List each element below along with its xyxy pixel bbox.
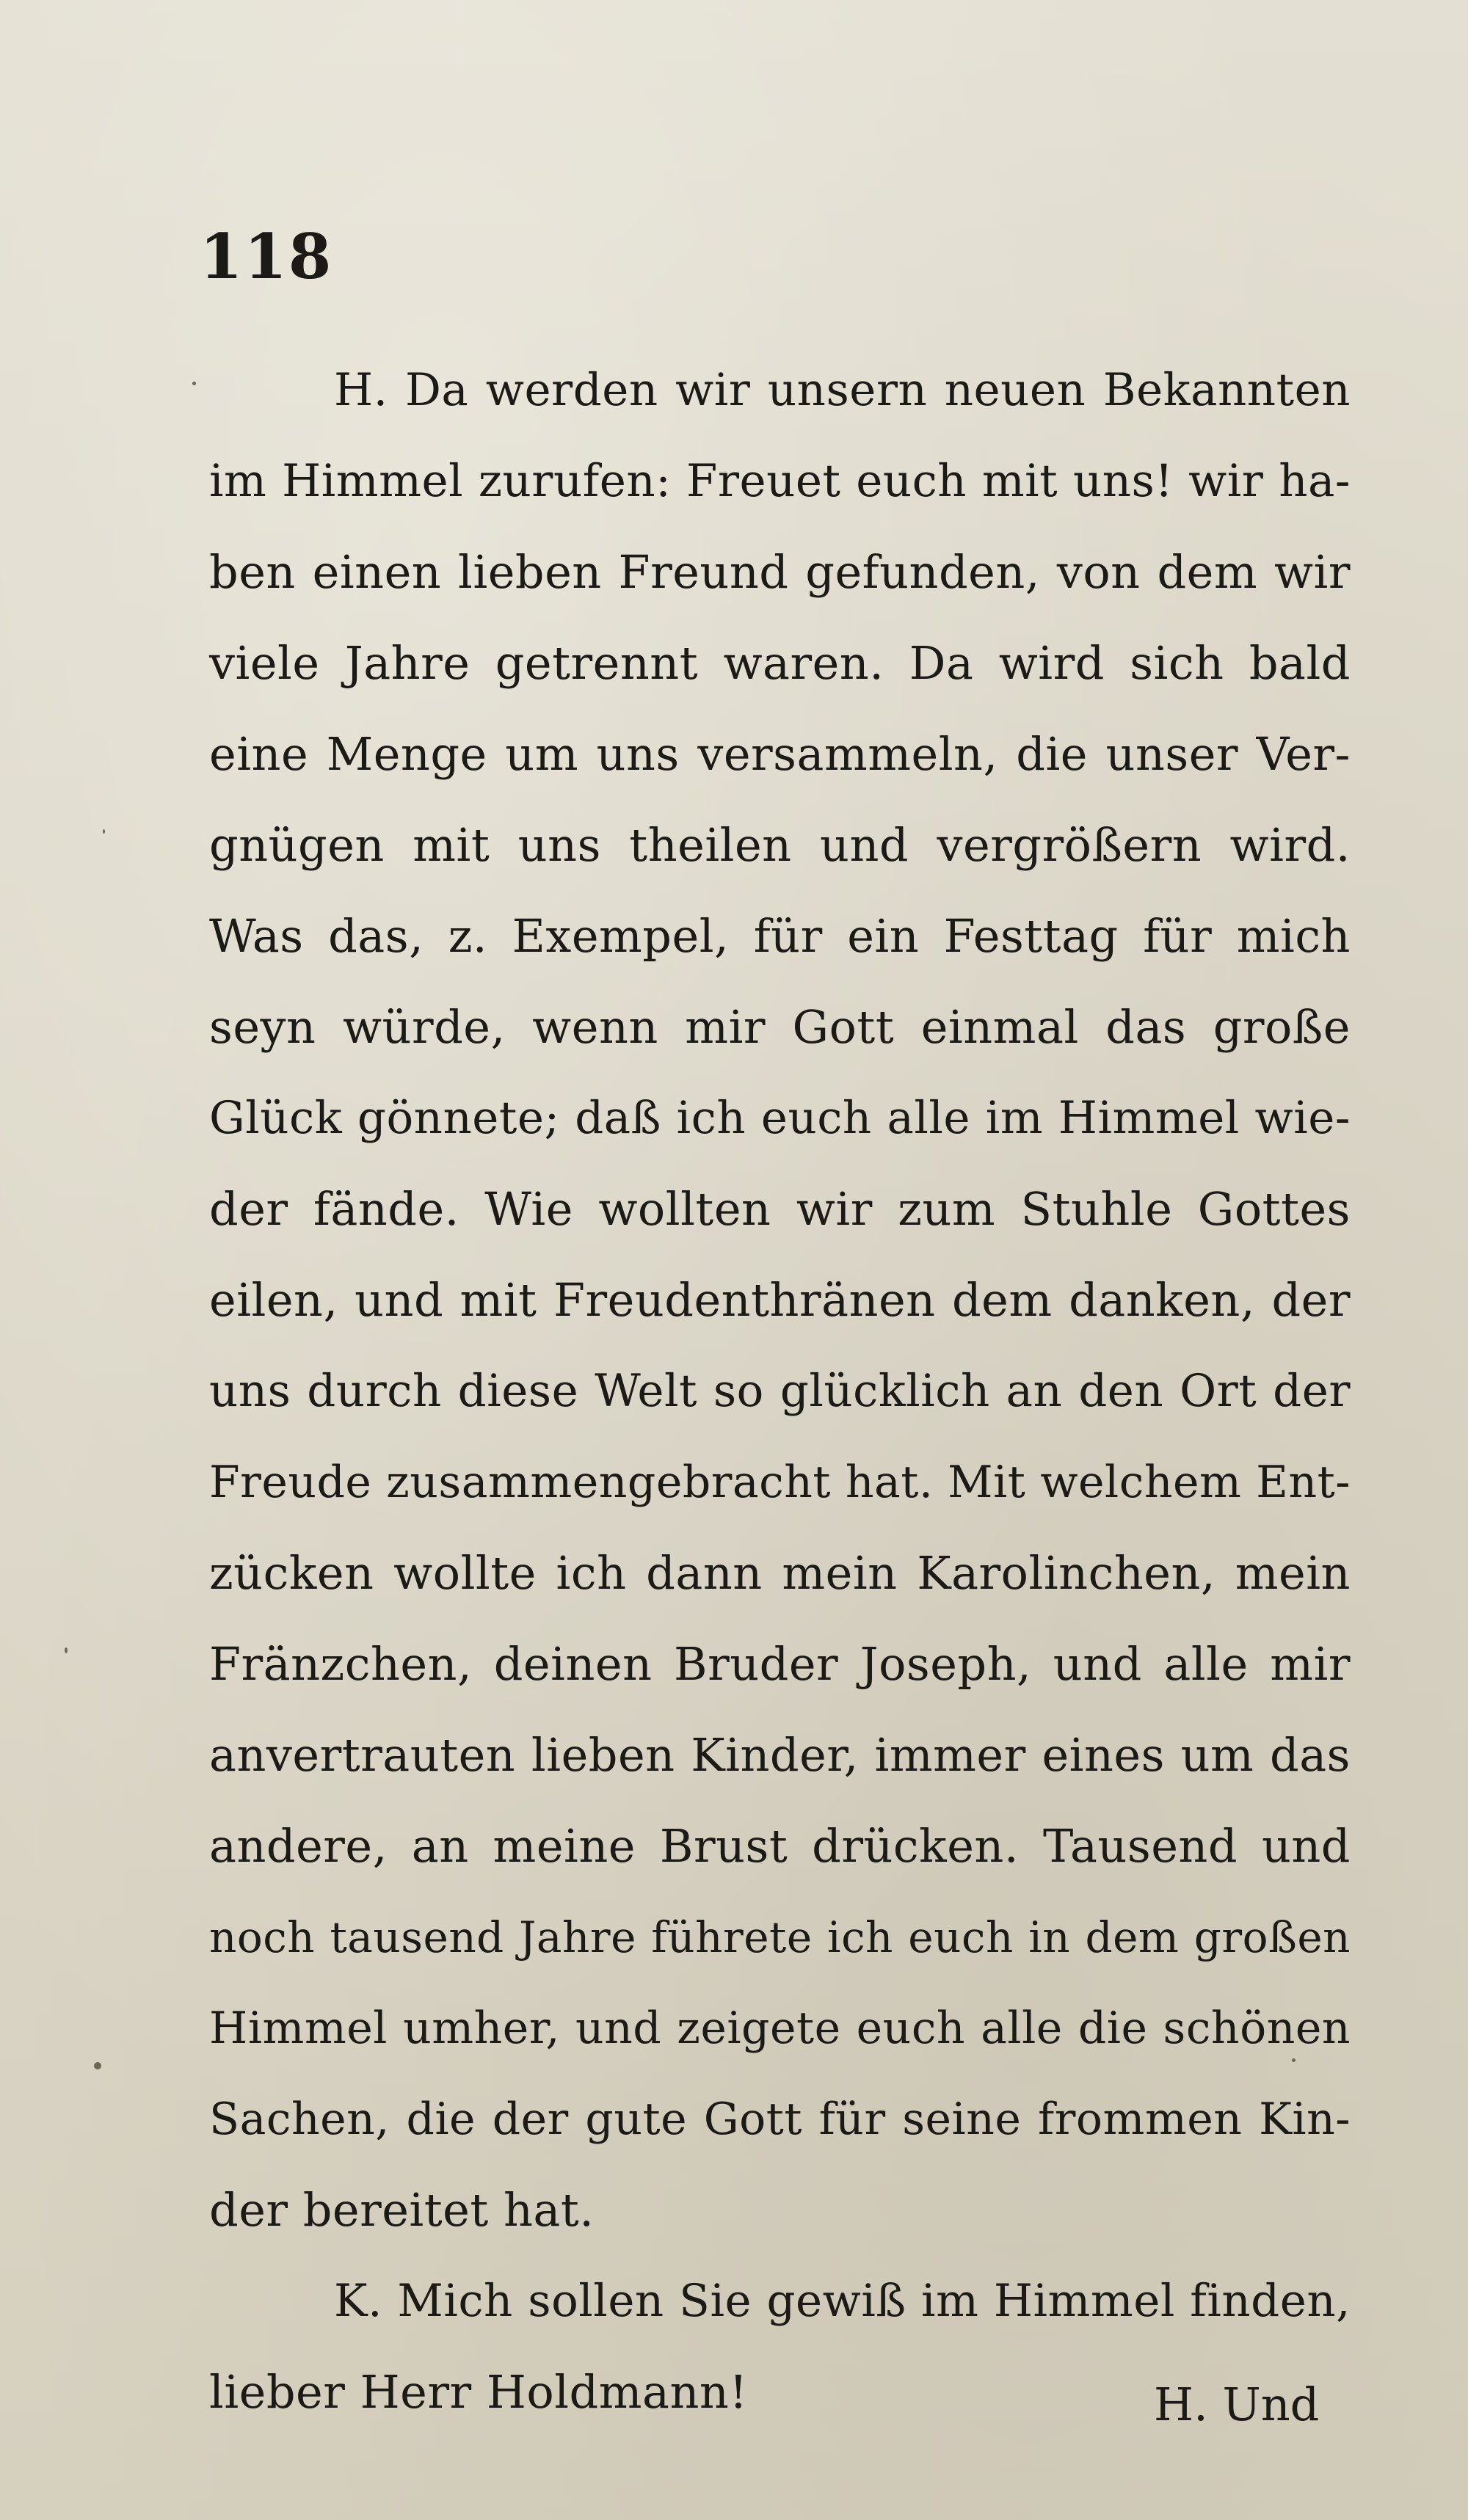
text-line: Glück gönnete; daß ich euch alle im Himmel wie- [209, 1092, 1351, 1144]
text-line: Fränzchen, deinen Bruder Joseph, und alle mir [209, 1637, 1351, 1691]
text-line: viele Jahre getrennt waren. Da wird sich bald [209, 636, 1351, 690]
text-line: gnügen mit uns theilen und vergrößern wird. [209, 818, 1351, 872]
text-line: zücken wollte ich dann mein Karolinchen, mein [209, 1546, 1351, 1600]
paper-speck [94, 2062, 101, 2069]
page-number: 118 [200, 220, 333, 293]
paper-speck [1292, 2058, 1296, 2062]
paper-speck [103, 829, 105, 834]
text-line: der bereitet hat. [209, 2183, 595, 2237]
catchword: H. Und [1154, 2378, 1320, 2431]
text-line: eine Menge um uns versammeln, die unser Ver- [209, 727, 1351, 781]
text-line: ben einen lieben Freund gefunden, von dem wir [209, 545, 1351, 599]
text-line: im Himmel zurufen: Freuet euch mit uns! wir ha- [209, 455, 1351, 507]
text-line: lieber Herr Holdmann! [209, 2365, 748, 2419]
paper-speck [192, 382, 196, 385]
text-line: uns durch diese Welt so glücklich an den Ort der [209, 1365, 1351, 1417]
text-line: der fände. Wie wollten wir zum Stuhle Gottes [209, 1182, 1351, 1236]
text-line: eilen, und mit Freudenthränen dem danken, der [209, 1273, 1351, 1327]
text-line: H. Da werden wir unsern neuen Bekannten [334, 364, 1351, 416]
text-line: Freude zusammengebracht hat. Mit welchem Ent- [209, 1457, 1351, 1508]
text-line: anvertrauten lieben Kinder, immer eines um das [209, 1728, 1351, 1782]
body-text [209, 345, 1351, 2438]
text-line: K. Mich sollen Sie gewiß im Himmel finden, [334, 2275, 1351, 2327]
text-line: noch tausend Jahre führete ich euch in dem großen [209, 1912, 1351, 1962]
text-line: Sachen, die der gute Gott für seine frommen Kin- [209, 2094, 1351, 2145]
text-line: seyn würde, wenn mir Gott einmal das große [209, 1000, 1351, 1054]
text-line: Was das, z. Exempel, für ein Festtag für mich [209, 909, 1351, 963]
text-line: Himmel umher, und zeigete euch alle die schönen [209, 2003, 1351, 2054]
text-line: andere, an meine Brust drücken. Tausend und [209, 1819, 1351, 1873]
paper-speck [65, 1647, 68, 1653]
